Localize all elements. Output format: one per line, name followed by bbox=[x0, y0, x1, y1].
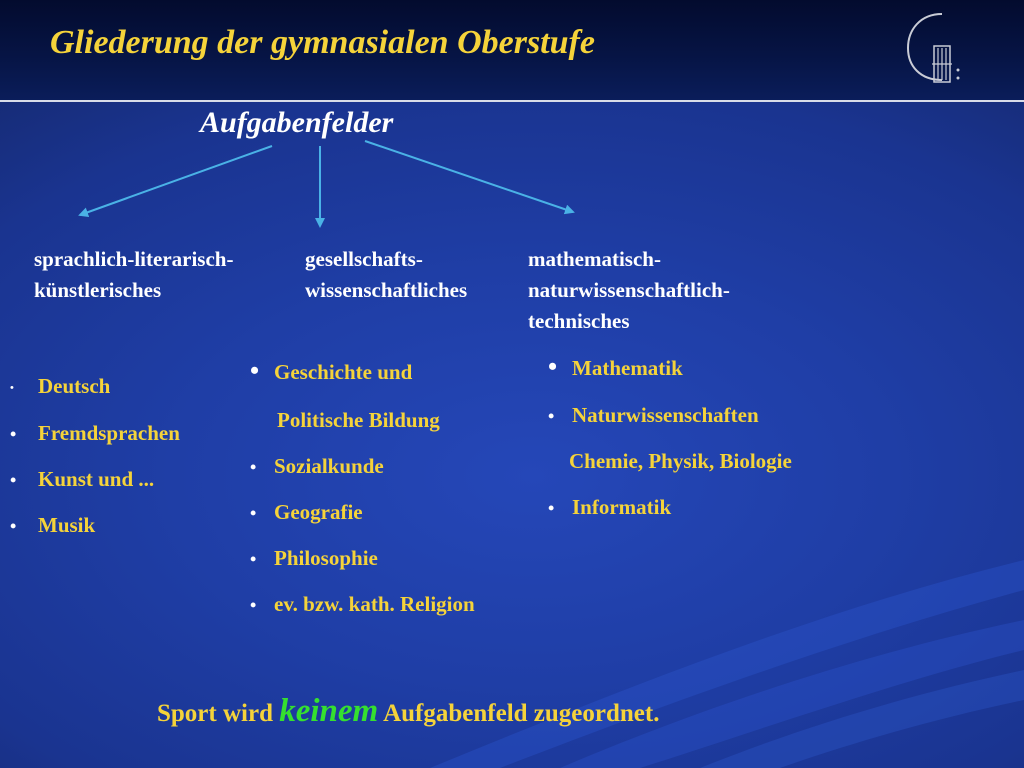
field-heading-line: mathematisch- bbox=[528, 247, 661, 271]
arrow-left bbox=[80, 146, 272, 215]
list-item: Politische Bildung bbox=[277, 408, 440, 432]
field-heading-line: naturwissenschaftlich- bbox=[528, 278, 730, 302]
list-item: • Musik bbox=[10, 513, 96, 537]
footer-text-after: Aufgabenfeld zugeordnet. bbox=[383, 700, 660, 727]
field-heading-math bbox=[528, 244, 730, 337]
list-item: • Mathematik bbox=[548, 352, 683, 381]
list-item: • Deutsch bbox=[10, 374, 111, 398]
field-heading-line: gesellschafts- bbox=[305, 247, 423, 271]
bullet-icon: • bbox=[10, 470, 17, 490]
footer-text-before: Sport wird bbox=[157, 700, 273, 727]
field-heading-line: künstlerisches bbox=[34, 278, 162, 302]
field-heading-line: sprachlich-literarisch- bbox=[34, 247, 234, 271]
list-item: • Fremdsprachen bbox=[10, 421, 180, 445]
list-item: • Sozialkunde bbox=[250, 454, 384, 478]
bullet-icon: • bbox=[10, 382, 14, 395]
bullet-icon: • bbox=[250, 549, 257, 569]
arrow-right bbox=[365, 141, 573, 212]
list-item: Chemie, Physik, Biologie bbox=[569, 449, 792, 473]
bullet-icon: • bbox=[548, 352, 558, 381]
list-item: • ev. bzw. kath. Religion bbox=[250, 592, 475, 616]
bullet-icon: • bbox=[10, 516, 17, 536]
section-heading: Aufgabenfelder bbox=[200, 106, 394, 139]
field-heading-line: wissenschaftliches bbox=[305, 278, 468, 302]
footer-note bbox=[157, 693, 659, 730]
list-item: • Kunst und ... bbox=[10, 467, 155, 491]
list-item: • Informatik bbox=[548, 495, 672, 519]
bullet-icon: • bbox=[548, 406, 555, 426]
field-heading-line: technisches bbox=[528, 309, 630, 333]
list-item: • Geografie bbox=[250, 500, 363, 524]
field-heading-social bbox=[305, 244, 467, 306]
bullet-icon: • bbox=[250, 595, 257, 615]
footer-emphasis: keinem bbox=[279, 693, 379, 729]
bullet-icon: • bbox=[250, 503, 257, 523]
bullet-icon: • bbox=[250, 457, 257, 477]
list-item: • Philosophie bbox=[250, 546, 378, 570]
bullet-icon: • bbox=[250, 356, 260, 385]
list-item: • Naturwissenschaften bbox=[548, 403, 759, 427]
list-item: • Geschichte und bbox=[250, 356, 413, 385]
field-heading-language bbox=[34, 244, 233, 306]
page-title: Gliederung der gymnasialen Oberstufe bbox=[50, 24, 595, 61]
bullet-icon: • bbox=[10, 424, 17, 444]
bullet-icon: • bbox=[548, 498, 555, 518]
